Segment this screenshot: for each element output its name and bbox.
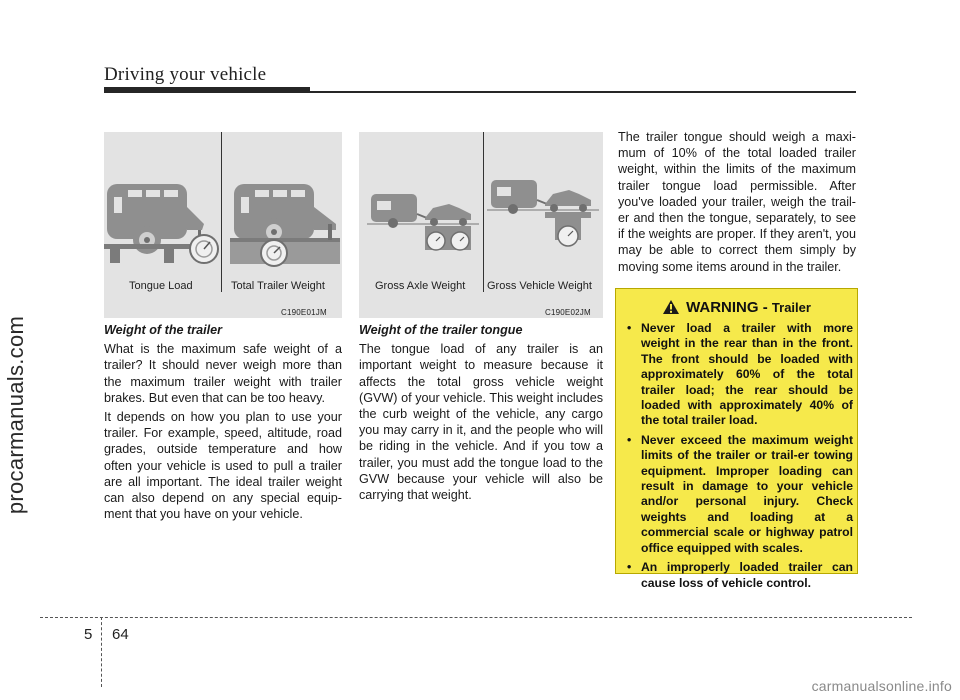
warning-triangle-icon: [662, 299, 680, 319]
section-number: 5: [84, 626, 93, 643]
figure-code: C190E02JM: [545, 308, 591, 317]
body-paragraph: The tongue load of any trailer is an important weight to measure because it affects the total gross vehicle weight (GVW) of your vehicle. This weight includes the curb weight of the vehicle, any cargo you may carry in it, and the people who will be riding in the vehicle. And if you tow a trailer, you must add the tongue load to the GVW because your vehicle will also be carrying that weight.: [359, 342, 603, 503]
footer-vertical-rule: [101, 617, 102, 687]
warning-title: [616, 299, 857, 319]
section-tongue-weight: [359, 322, 603, 506]
footer-rule: [40, 617, 912, 618]
section-tongue-guidance: [618, 129, 856, 278]
warning-title-text: WARNING -: [686, 299, 768, 316]
warning-list: [624, 321, 853, 595]
body-paragraph: What is the maximum safe weight of a trailer? It should never weigh more than the maximum trailer weight with trailer brakes. But even that can be too heavy.: [104, 342, 342, 405]
figure-tongue-load: [104, 132, 342, 318]
page-header-title: Driving your vehicle: [104, 64, 267, 85]
figure-divider: [483, 132, 484, 292]
figure-divider: [221, 132, 222, 292]
body-paragraph: It depends on how you plan to use your trailer. For example, speed, altitude, road grades, outside temperature and how often your vehicle is used to pull a trailer are all important. The ideal trailer weight can also depend on any special equip-ment that you have on your vehicle.: [104, 410, 342, 522]
section-heading: Weight of the trailer tongue: [359, 323, 523, 337]
body-paragraph: The trailer tongue should weigh a maxi-mum of 10% of the total loaded trailer weight, within the limits of the maximum trailer tongue load permissible. After you've loaded your trailer, weigh the trail-er and then the tongue, separately, to see if the weights are proper. If they aren't, you may be able to correct them simply by moving some items around in the trailer.: [618, 130, 856, 274]
warning-item: • Never exceed the maximum weight limits of the trailer or trail-er towing equipment. Improper loading can result in damage to your vehicle and/or personal injury. Check weights and loading at a commercial scale or highway patrol office equipped with scales.: [624, 433, 853, 556]
figure-label-gross-vehicle-weight: Gross Vehicle Weight: [487, 280, 592, 292]
figure-gross-weight: [359, 132, 603, 318]
figure-label-gross-axle-weight: Gross Axle Weight: [375, 280, 466, 292]
page-number: 64: [112, 626, 129, 643]
figure-label-total-trailer-weight: Total Trailer Weight: [231, 280, 325, 292]
warning-subtitle: Trailer: [771, 300, 811, 315]
section-heading: Weight of the trailer: [104, 323, 223, 337]
section-trailer-weight: [104, 322, 342, 525]
figure-label-tongue-load: Tongue Load: [129, 280, 193, 292]
warning-item: • Never load a trailer with more weight in the rear than in the front. The front should be loaded with approximately 60% of the total trailer load; the rear should be loaded with approximately 40% of the total trailer load.: [624, 321, 853, 429]
warning-box: [615, 288, 858, 590]
warning-item: • An improperly loaded trailer can cause loss of vehicle control.: [624, 560, 853, 591]
header-rule: [310, 91, 856, 93]
figure-code: C190E01JM: [281, 308, 327, 317]
header-bar: [104, 87, 310, 93]
footer-watermark: carmanualsonline.info: [811, 678, 952, 694]
